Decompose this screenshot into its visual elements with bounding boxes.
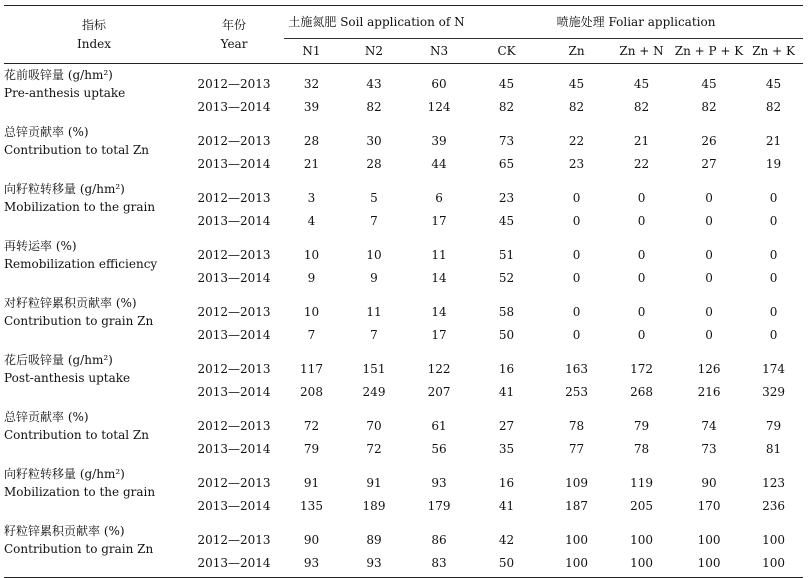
value-cell-zn-n: 22 (633, 157, 650, 171)
value-cell-zn: 187 (565, 499, 588, 513)
index-label-cn: 向籽粒转移量 (g/hm²) (4, 182, 125, 196)
value-cell-zn-p-k: 0 (705, 191, 713, 205)
value-cell-zn-p-k: 0 (705, 328, 713, 342)
index-header-en: Index (76, 36, 112, 51)
value-cell-zn: 0 (572, 191, 581, 205)
table-header (4, 6, 803, 64)
value-cell-zn: 0 (572, 214, 581, 228)
value-cell-n2: 72 (366, 442, 382, 456)
index-label-cell (4, 121, 184, 178)
table-row (4, 292, 803, 321)
value-cell-zn: 23 (568, 157, 585, 171)
value-cell-ck: 27 (498, 419, 515, 433)
value-cell-n2: 189 (362, 499, 386, 513)
value-cell-zn-k: 21 (765, 134, 782, 148)
value-cell-n2: 82 (366, 100, 382, 114)
column-header-n3: N3 (409, 39, 469, 64)
value-cell-zn-p-k: 73 (701, 442, 717, 456)
value-cell-n1: 28 (303, 134, 320, 148)
index-label-cell (4, 349, 184, 406)
value-cell-n3: 61 (431, 419, 447, 433)
year-cell: 2012—2013 (197, 305, 271, 319)
value-cell-zn-p-k: 170 (697, 499, 721, 513)
column-header-zn-n: Zn + N (609, 39, 674, 64)
value-cell-zn-n: 268 (630, 385, 653, 399)
index-label-en: Pre-anthesis uptake (4, 86, 126, 100)
year-cell: 2013—2014 (197, 328, 271, 342)
value-cell-zn-k: 81 (765, 442, 782, 456)
value-cell-zn-n: 0 (637, 248, 646, 262)
value-cell-n2: 7 (370, 214, 378, 228)
value-cell-n3: 39 (431, 134, 447, 148)
year-cell: 2012—2013 (197, 362, 271, 376)
value-cell-n3: 93 (431, 476, 447, 490)
value-cell-ck: 42 (498, 533, 515, 547)
year-cell: 2012—2013 (197, 533, 271, 547)
value-cell-zn: 78 (568, 419, 585, 433)
zinc-data-table (4, 5, 803, 578)
value-cell-ck: 23 (498, 191, 515, 205)
value-cell-ck: 16 (498, 476, 515, 490)
value-cell-zn-k: 0 (769, 191, 778, 205)
value-cell-zn-n: 45 (633, 77, 650, 91)
value-cell-zn-k: 123 (762, 476, 785, 490)
value-cell-zn-k: 174 (762, 362, 785, 376)
value-cell-n1: 21 (303, 157, 320, 171)
value-cell-zn-n: 205 (630, 499, 653, 513)
table-row (4, 406, 803, 435)
value-cell-n3: 56 (431, 442, 447, 456)
soil-group-header: 土施氮肥 Soil application of N (284, 6, 469, 39)
index-label-en: Contribution to grain Zn (4, 542, 154, 556)
value-cell-zn-n: 119 (630, 476, 653, 490)
value-cell-zn: 0 (572, 305, 581, 319)
value-cell-n3: 14 (431, 271, 447, 285)
value-cell-n1: 93 (284, 549, 339, 578)
value-cell-zn-n: 79 (633, 419, 650, 433)
column-header-ck: CK (469, 39, 544, 64)
index-label-en: Remobilization efficiency (4, 257, 158, 271)
value-cell-n2: 151 (362, 362, 386, 376)
index-label-en: Contribution to grain Zn (4, 314, 154, 328)
value-cell-n2: 5 (370, 191, 378, 205)
value-cell-ck: 51 (498, 248, 515, 262)
value-cell-zn-n: 100 (609, 549, 674, 578)
value-cell-n2: 93 (339, 549, 409, 578)
year-cell: 2013—2014 (197, 499, 271, 513)
value-cell-zn-p-k: 126 (697, 362, 721, 376)
value-cell-n3: 122 (427, 362, 451, 376)
value-cell-zn-p-k: 0 (705, 305, 713, 319)
value-cell-n3: 44 (431, 157, 447, 171)
value-cell-ck: 50 (469, 549, 544, 578)
value-cell-n1: 39 (303, 100, 320, 114)
value-cell-n2: 28 (366, 157, 382, 171)
value-cell-zn-n: 172 (630, 362, 653, 376)
value-cell-zn-n: 78 (633, 442, 650, 456)
value-cell-zn: 109 (565, 476, 588, 490)
value-cell-n3: 207 (427, 385, 451, 399)
value-cell-zn-p-k: 45 (701, 77, 717, 91)
value-cell-zn-k: 0 (769, 214, 778, 228)
value-cell-n3: 6 (435, 191, 443, 205)
value-cell-ck: 82 (498, 100, 515, 114)
value-cell-n1: 208 (300, 385, 323, 399)
column-header-zn-k: Zn + K (744, 39, 803, 64)
value-cell-zn-p-k: 27 (701, 157, 717, 171)
value-cell-n1: 10 (303, 248, 320, 262)
index-label-cell (4, 64, 184, 122)
value-cell-n2: 11 (366, 305, 382, 319)
year-cell: 2012—2013 (197, 134, 271, 148)
index-label-en: Contribution to total Zn (4, 428, 149, 442)
index-label-cell (4, 235, 184, 292)
table-row (4, 121, 803, 150)
value-cell-zn-n: 0 (637, 191, 646, 205)
value-cell-zn: 100 (565, 533, 588, 547)
value-cell-zn: 163 (565, 362, 588, 376)
value-cell-zn-n: 82 (633, 100, 650, 114)
value-cell-n3: 86 (431, 533, 447, 547)
value-cell-n1: 3 (307, 191, 316, 205)
value-cell-n1: 32 (303, 77, 320, 91)
value-cell-zn: 0 (572, 271, 581, 285)
column-header-zn-p-k: Zn + P + K (674, 39, 744, 64)
value-cell-n1: 135 (300, 499, 323, 513)
value-cell-n2: 9 (370, 271, 378, 285)
table-row (4, 178, 803, 207)
value-cell-n2: 30 (366, 134, 382, 148)
year-cell: 2012—2013 (197, 77, 271, 91)
value-cell-zn-p-k: 26 (701, 134, 717, 148)
value-cell-zn: 22 (568, 134, 585, 148)
table-row (4, 520, 803, 549)
value-cell-zn-n: 0 (637, 328, 646, 342)
value-cell-zn-k: 45 (765, 77, 782, 91)
year-header-cn: 年份 (221, 17, 246, 32)
year-cell: 2013—2014 (197, 214, 271, 228)
index-label-cn: 对籽粒锌累积贡献率 (%) (4, 296, 137, 310)
value-cell-zn: 45 (568, 77, 585, 91)
index-label-en: Post-anthesis uptake (4, 371, 131, 385)
year-cell: 2013—2014 (197, 100, 271, 114)
value-cell-zn-p-k: 82 (701, 100, 717, 114)
value-cell-n3: 14 (431, 305, 447, 319)
value-cell-n2: 43 (366, 77, 382, 91)
foliar-group-header: 喷施处理 Foliar application (469, 6, 803, 39)
value-cell-zn-p-k: 0 (705, 248, 713, 262)
value-cell-zn-k: 236 (762, 499, 785, 513)
value-cell-zn-n: 21 (633, 134, 650, 148)
value-cell-zn-n: 100 (630, 533, 653, 547)
year-cell: 2013—2014 (184, 549, 284, 578)
value-cell-zn-p-k: 90 (701, 476, 717, 490)
value-cell-zn-n: 0 (637, 271, 646, 285)
index-label-cn: 再转运率 (%) (4, 239, 77, 253)
index-header (4, 6, 184, 64)
year-header-en: Year (220, 36, 248, 51)
value-cell-zn: 77 (568, 442, 585, 456)
value-cell-zn-k: 19 (765, 157, 782, 171)
value-cell-n3: 179 (427, 499, 451, 513)
index-label-cn: 总锌贡献率 (%) (4, 410, 89, 424)
year-cell: 2013—2014 (197, 157, 271, 171)
year-cell: 2012—2013 (197, 476, 271, 490)
value-cell-n3: 17 (431, 214, 447, 228)
year-cell: 2012—2013 (197, 419, 271, 433)
value-cell-ck: 50 (498, 328, 515, 342)
value-cell-zn-k: 0 (769, 248, 778, 262)
year-header (184, 6, 284, 64)
index-label-cn: 总锌贡献率 (%) (4, 125, 89, 139)
value-cell-zn-n: 0 (637, 305, 646, 319)
value-cell-zn-p-k: 0 (705, 271, 713, 285)
value-cell-zn: 0 (572, 248, 581, 262)
index-label-cell (4, 406, 184, 463)
value-cell-ck: 16 (498, 362, 515, 376)
value-cell-zn-k: 0 (769, 305, 778, 319)
value-cell-zn-p-k: 74 (701, 419, 717, 433)
index-label-en: Contribution to total Zn (4, 143, 149, 157)
value-cell-ck: 45 (498, 214, 515, 228)
value-cell-n1: 91 (303, 476, 320, 490)
value-cell-n1: 79 (303, 442, 320, 456)
year-cell: 2013—2014 (197, 271, 271, 285)
index-label-cell (4, 520, 184, 578)
table-row (4, 463, 803, 492)
value-cell-n1: 4 (307, 214, 316, 228)
value-cell-n1: 72 (303, 419, 320, 433)
value-cell-n2: 91 (366, 476, 382, 490)
value-cell-zn-k: 0 (769, 328, 778, 342)
index-label-cn: 向籽粒转移量 (g/hm²) (4, 467, 125, 481)
value-cell-zn-p-k: 100 (697, 533, 721, 547)
value-cell-n1: 10 (303, 305, 320, 319)
table-row (4, 64, 803, 94)
year-cell: 2012—2013 (197, 248, 271, 262)
value-cell-n3: 17 (431, 328, 447, 342)
value-cell-n1: 9 (307, 271, 316, 285)
value-cell-zn-k: 82 (765, 100, 782, 114)
value-cell-n3: 124 (427, 100, 451, 114)
value-cell-ck: 65 (498, 157, 515, 171)
value-cell-ck: 58 (498, 305, 515, 319)
index-label-en: Mobilization to the grain (4, 485, 156, 499)
value-cell-zn-p-k: 0 (705, 214, 713, 228)
value-cell-n1: 90 (303, 533, 320, 547)
year-cell: 2013—2014 (197, 442, 271, 456)
index-label-cell (4, 463, 184, 520)
value-cell-zn-k: 100 (762, 533, 785, 547)
index-label-cn: 花后吸锌量 (g/hm²) (4, 353, 113, 367)
index-label-cn: 籽粒锌累积贡献率 (%) (4, 524, 125, 538)
value-cell-n3: 60 (431, 77, 447, 91)
index-label-cell (4, 178, 184, 235)
value-cell-ck: 52 (498, 271, 515, 285)
index-header-cn: 指标 (81, 17, 106, 32)
index-label-en: Mobilization to the grain (4, 200, 156, 214)
value-cell-ck: 41 (498, 385, 515, 399)
value-cell-n2: 70 (366, 419, 382, 433)
year-cell: 2012—2013 (197, 191, 271, 205)
value-cell-ck: 45 (498, 77, 515, 91)
value-cell-ck: 41 (498, 499, 515, 513)
value-cell-n2: 7 (370, 328, 378, 342)
value-cell-n2: 89 (366, 533, 382, 547)
value-cell-zn: 253 (565, 385, 588, 399)
value-cell-n2: 249 (362, 385, 386, 399)
column-header-n1: N1 (284, 39, 339, 64)
value-cell-n2: 10 (366, 248, 382, 262)
value-cell-zn-k: 329 (762, 385, 785, 399)
column-header-n2: N2 (339, 39, 409, 64)
value-cell-zn-p-k: 216 (697, 385, 721, 399)
value-cell-n3: 11 (431, 248, 447, 262)
value-cell-ck: 35 (498, 442, 515, 456)
value-cell-ck: 73 (498, 134, 515, 148)
table-body (4, 64, 803, 578)
value-cell-n1: 117 (300, 362, 323, 376)
index-label-cell (4, 292, 184, 349)
value-cell-zn: 0 (572, 328, 581, 342)
table-row (4, 235, 803, 264)
value-cell-n1: 7 (307, 328, 316, 342)
year-cell: 2013—2014 (197, 385, 271, 399)
column-header-zn: Zn (544, 39, 609, 64)
value-cell-zn: 82 (568, 100, 585, 114)
value-cell-n3: 83 (409, 549, 469, 578)
value-cell-zn-n: 0 (637, 214, 646, 228)
table-row (4, 349, 803, 378)
index-label-cn: 花前吸锌量 (g/hm²) (4, 68, 113, 82)
value-cell-zn-k: 0 (769, 271, 778, 285)
value-cell-zn-k: 100 (744, 549, 803, 578)
value-cell-zn: 100 (544, 549, 609, 578)
value-cell-zn-k: 79 (765, 419, 782, 433)
value-cell-zn-p-k: 100 (674, 549, 744, 578)
